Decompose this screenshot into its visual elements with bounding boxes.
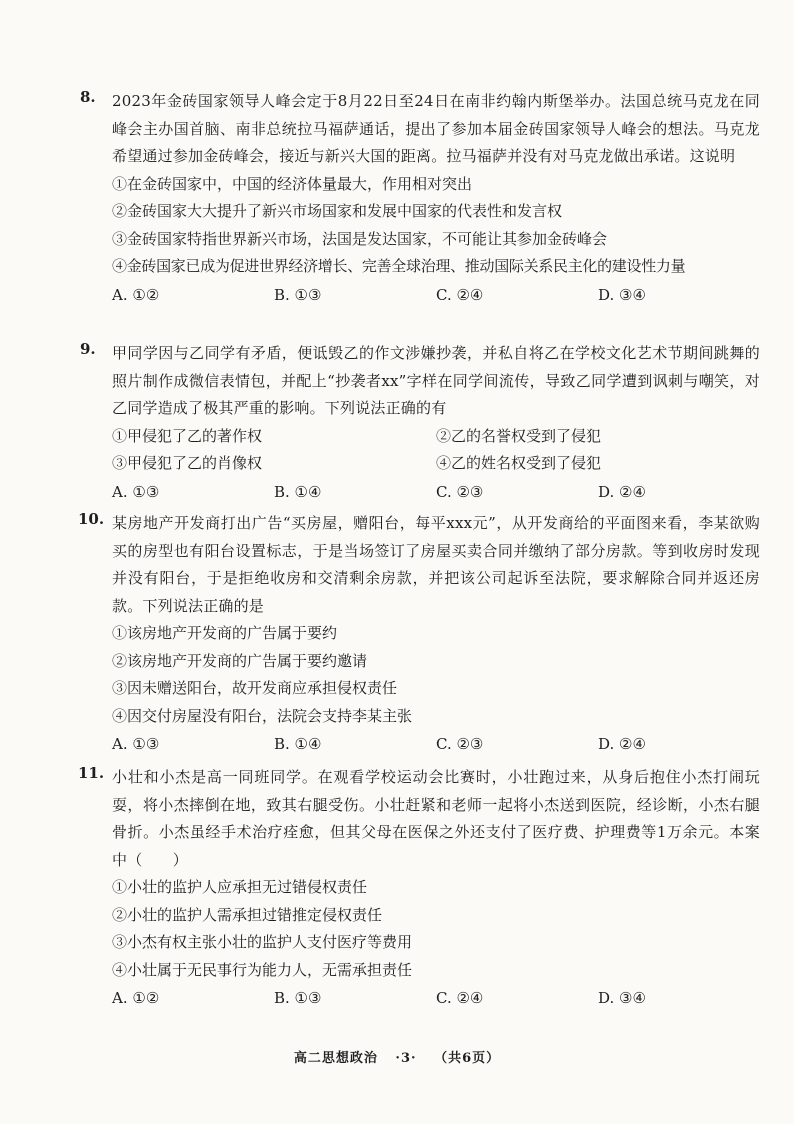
statement-1: ①该房地产开发商的广告属于要约 — [112, 624, 338, 642]
choice-a: A. ①③ — [112, 482, 160, 501]
answer-choices — [112, 984, 760, 1012]
choice-c: C. ②④ — [436, 989, 484, 1007]
statement-4: ④乙的姓名权受到了侵犯 — [436, 454, 602, 472]
question-stem: 小壮和小杰是高一同班同学。在观看学校运动会比赛时，小壮跑过来，从身后抱住小杰打闹玩耍，将小杰摔倒在地，致其右腿受伤。小壮赶紧和老师一起将小杰送到医院，经诊断，小杰右腿骨折。小杰虽经手术治疗痊愈，但其父母在医保之外还支付了医疗费、护理费等1万余元。本案中（ ） — [112, 768, 760, 869]
statement-3: ③因未赠送阳台，故开发商应承担侵权责任 — [112, 679, 398, 697]
statement-2: ②金砖国家大大提升了新兴市场国家和发展中国家的代表性和发言权 — [112, 202, 563, 220]
choice-b: B. ①④ — [274, 482, 322, 501]
choice-d: D. ③④ — [598, 989, 646, 1007]
answer-choices — [112, 478, 760, 506]
statement-2: ②小壮的监护人需承担过错推定侵权责任 — [112, 905, 383, 924]
question-number: 10. — [78, 510, 105, 528]
statement-3: ③小杰有权主张小壮的监护人支付医疗等费用 — [112, 933, 413, 951]
statement-4: ④金砖国家已成为促进世界经济增长、完善全球治理、推动国际关系民主化的建设性力量 — [112, 257, 686, 275]
statement-1: ①甲侵犯了乙的著作权 — [112, 426, 263, 445]
footer-page-number: ·3· — [395, 1051, 417, 1066]
statement-4: ④小壮属于无民事行为能力人，无需承担责任 — [112, 960, 413, 979]
question-9 — [80, 340, 760, 506]
statement-1: ①小壮的监护人应承担无过错侵权责任 — [112, 878, 368, 896]
statement-2: ②乙的名誉权受到了侵犯 — [436, 426, 602, 445]
question-stem: 甲同学因与乙同学有矛盾，便诋毁乙的作文涉嫌抄袭，并私自将乙在学校文化艺术节期间跳舞的照片制作成微信表情包，并配上“抄袭者xx”字样在同学间流传，导致乙同学遭到讽刺与嘲笑，对乙同学造成了极其严重的影响。下列说法正确的有 — [112, 344, 760, 417]
choice-c: C. ②④ — [436, 285, 484, 304]
statement-1: ①在金砖国家中，中国的经济体量最大，作用相对突出 — [112, 174, 473, 193]
question-stem: 2023年金砖国家领导人峰会定于8月22日至24日在南非约翰内斯堡举办。法国总统马克龙在同峰会主办国首脑、南非总统拉马福萨通话，提出了参加本届金砖国家领导人峰会的想法。马克龙希望通过参加金砖峰会，接近与新兴大国的距离。拉马福萨并没有对马克龙做出承诺。这说明 — [112, 92, 760, 165]
question-8 — [80, 88, 760, 309]
choice-d: D. ③④ — [598, 285, 646, 304]
choice-a: A. ①② — [112, 285, 160, 304]
question-number: 8. — [80, 88, 96, 106]
page-footer — [0, 1047, 794, 1066]
question-11 — [80, 764, 760, 1012]
choice-d: D. ②④ — [598, 482, 646, 501]
statements-row-1 — [112, 423, 760, 451]
choice-b: B. ①③ — [274, 285, 322, 304]
question-number: 11. — [78, 764, 105, 782]
statements-row-2 — [112, 450, 760, 478]
footer-subject: 高二思想政治 — [293, 1051, 378, 1066]
choice-a: A. ①③ — [112, 735, 160, 753]
question-stem: 某房地产开发商打出广告“买房屋，赠阳台，每平xxx元”，从开发商给的平面图来看，李某欲购买的房型也有阳台设置标志，于是当场签订了房屋买卖合同并缴纳了部分房款。等到收房时发现并没有阳台，于是拒绝收房和交清剩余房款，并把该公司起诉至法院，要求解除合同并返还房款。下列说法正确的是 — [112, 514, 760, 615]
question-10 — [80, 510, 760, 758]
answer-choices — [112, 730, 760, 758]
choice-b: B. ①③ — [274, 989, 322, 1007]
choice-a: A. ①② — [112, 989, 160, 1007]
statement-3: ③金砖国家特指世界新兴市场，法国是发达国家，不可能让其参加金砖峰会 — [112, 229, 608, 248]
statement-3: ③甲侵犯了乙的肖像权 — [112, 454, 263, 472]
statement-4: ④因交付房屋没有阳台，法院会支持李某主张 — [112, 706, 413, 725]
question-number: 9. — [80, 340, 96, 358]
choice-c: C. ②③ — [436, 735, 484, 753]
footer-page-total: （共6页） — [434, 1051, 501, 1066]
answer-choices — [112, 281, 760, 309]
choice-d: D. ②④ — [598, 735, 646, 753]
choice-b: B. ①④ — [274, 735, 322, 753]
statement-2: ②该房地产开发商的广告属于要约邀请 — [112, 651, 368, 670]
choice-c: C. ②③ — [436, 482, 484, 501]
